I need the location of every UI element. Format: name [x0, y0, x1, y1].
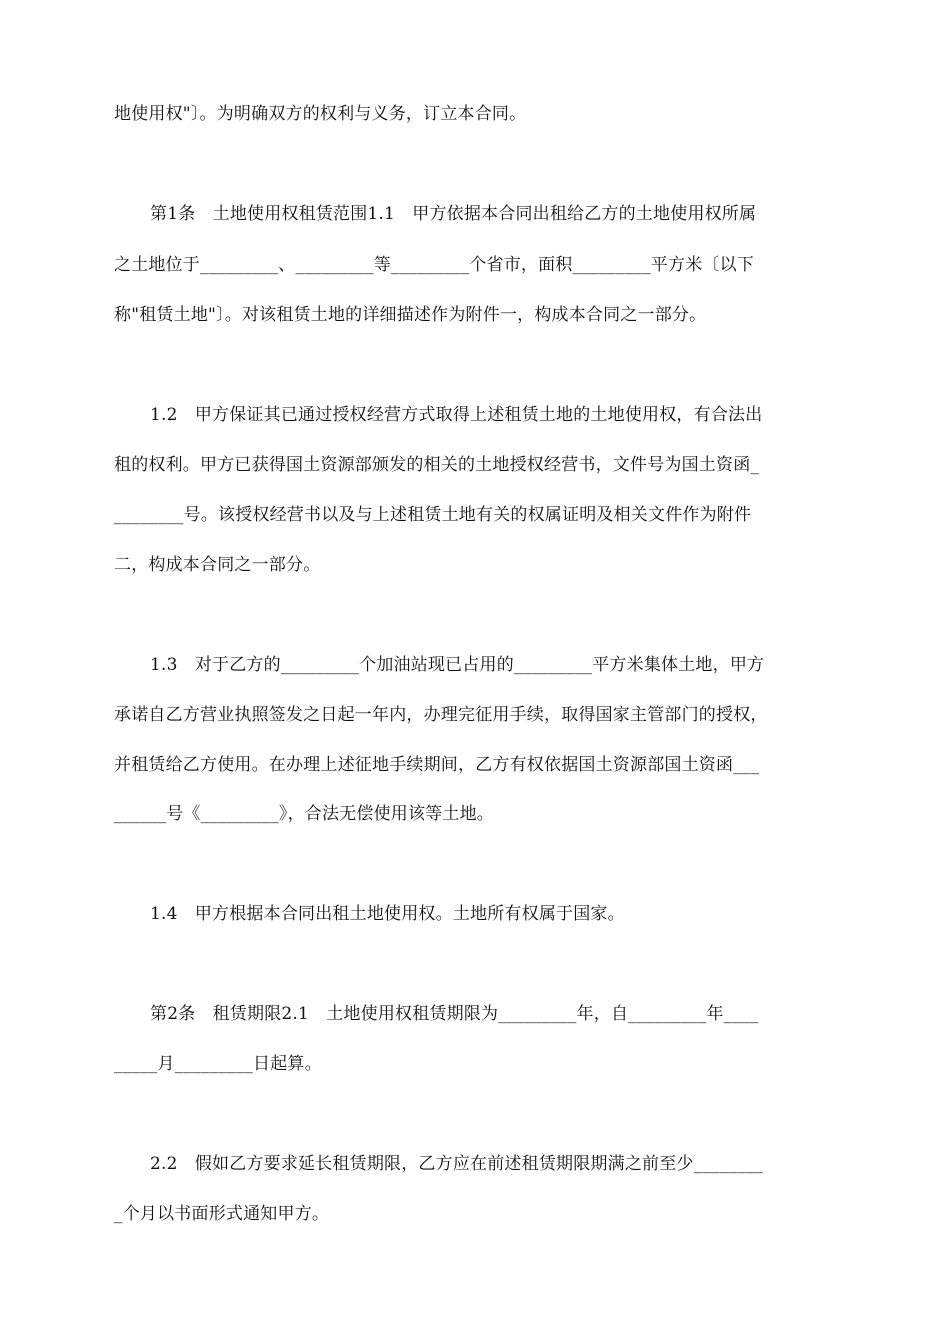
text-line: 1.2 甲方保证其已通过授权经营方式取得上述租赁土地的土地使用权，有合法出: [150, 405, 763, 425]
text-line: 地使用权"〕。为明确双方的权利与义务，订立本合同。: [114, 104, 527, 124]
text-line: 之土地位于_________、_________等_________个省市，面积_________平方米〔以下: [114, 255, 754, 275]
text-line: 称"租赁土地"〕。对该租赁土地的详细描述作为附件一，构成本合同之一部分。: [114, 305, 707, 325]
text-line: 租的权利。甲方已获得国土资源部颁发的相关的土地授权经营书，文件号为国土资函_: [114, 455, 760, 475]
text-line: 第2条 租赁期限2.1 土地使用权租赁期限为_________年，自_________年____: [150, 1004, 759, 1024]
text-line: _____月_________日起算。: [114, 1054, 322, 1074]
text-line: 承诺自乙方营业执照签发之日起一年内，办理完征用手续，取得国家主管部门的授权，: [114, 705, 768, 725]
text-line: 并租赁给乙方使用。在办理上述征地手续期间，乙方有权依据国土资源部国土资函___: [114, 755, 760, 775]
text-line: 2.2 假如乙方要求延长租赁期限，乙方应在前述租赁期限期满之前至少________: [150, 1154, 764, 1174]
text-line: ________号。该授权经营书以及与上述租赁土地有关的权属证明及相关文件作为附件: [114, 505, 752, 525]
text-line: ______号《_________》，合法无偿使用该等土地。: [114, 804, 494, 824]
text-line: 二，构成本合同之一部分。: [114, 555, 321, 575]
text-line: 第1条 土地使用权租赁范围1.1 甲方依据本合同出租给乙方的土地使用权所属: [150, 204, 757, 224]
text-line: _个月以书面形式通知甲方。: [114, 1204, 330, 1224]
text-line: 1.4 甲方根据本合同出租土地使用权。土地所有权属于国家。: [150, 904, 625, 924]
text-line: 1.3 对于乙方的_________个加油站现已占用的_________平方米集体土地，甲方: [150, 655, 765, 675]
